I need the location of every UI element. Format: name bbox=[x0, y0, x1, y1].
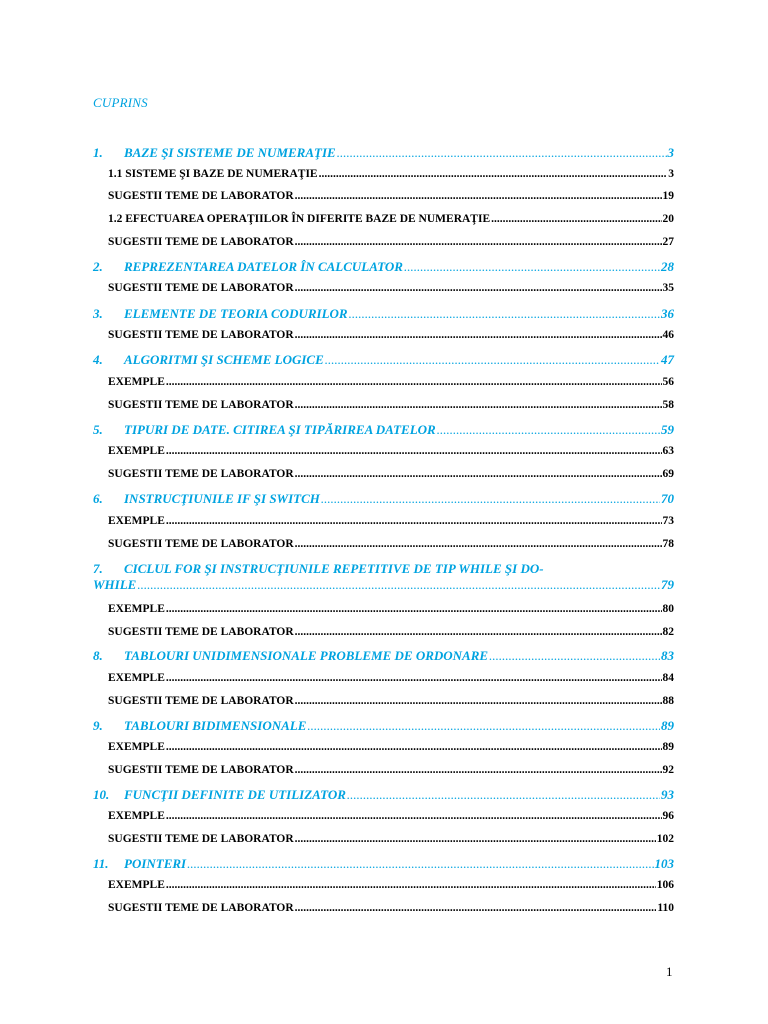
toc-entry-page: 102 bbox=[656, 833, 674, 845]
toc-entry-number: 2. bbox=[93, 259, 103, 274]
dot-leader bbox=[491, 213, 661, 225]
toc-entry-page: 27 bbox=[662, 236, 674, 248]
toc-section-entry[interactable] bbox=[93, 879, 674, 891]
dot-leader bbox=[321, 491, 660, 507]
toc-section-entry[interactable] bbox=[93, 672, 674, 684]
dot-leader bbox=[166, 603, 662, 615]
toc-entry-title: 1.1 SISTEME ŞI BAZE DE NUMERAŢIE bbox=[108, 168, 318, 180]
toc-chapter-entry[interactable] bbox=[93, 856, 674, 872]
toc-entry-title: SUGESTII TEME DE LABORATOR bbox=[108, 902, 294, 914]
toc-section-entry[interactable] bbox=[93, 695, 674, 707]
toc-entry-page: 79 bbox=[661, 577, 674, 592]
toc-entry-title: 1.2 EFECTUAREA OPERAŢIILOR ÎN DIFERITE BAZE DE NUMERAŢIE bbox=[108, 213, 491, 225]
toc-section-entry[interactable] bbox=[93, 538, 674, 550]
toc-entry-page: 92 bbox=[662, 764, 674, 776]
toc-chapter-entry[interactable] bbox=[93, 259, 674, 275]
toc-entry-number: 5. bbox=[93, 422, 103, 437]
toc-entry-title: SUGESTII TEME DE LABORATOR bbox=[108, 329, 294, 341]
dot-leader bbox=[166, 445, 662, 457]
toc-entry-title: TABLOURI UNIDIMENSIONALE PROBLEME DE ORDONARE bbox=[124, 648, 489, 663]
dot-leader bbox=[295, 468, 662, 480]
toc-entry-page: 80 bbox=[662, 603, 674, 615]
toc-chapter-entry[interactable] bbox=[93, 145, 674, 161]
toc-section-entry[interactable] bbox=[93, 329, 674, 341]
toc-section-entry[interactable] bbox=[93, 626, 674, 638]
dot-leader bbox=[166, 376, 662, 388]
toc-entry-page: 96 bbox=[662, 810, 674, 822]
dot-leader bbox=[319, 168, 668, 180]
toc-chapter-entry[interactable] bbox=[93, 561, 674, 577]
toc-entry-page: 78 bbox=[662, 538, 674, 550]
toc-entry-page: 19 bbox=[662, 190, 674, 202]
toc-chapter-entry[interactable] bbox=[93, 787, 674, 803]
toc-section-entry[interactable] bbox=[93, 833, 674, 845]
dot-leader bbox=[337, 145, 667, 161]
dot-leader bbox=[166, 741, 662, 753]
dot-leader bbox=[295, 902, 657, 914]
dot-leader bbox=[137, 577, 660, 593]
toc-entry-page: 3 bbox=[667, 145, 674, 160]
toc-chapter-entry[interactable] bbox=[93, 306, 674, 322]
dot-leader bbox=[307, 718, 660, 734]
dot-leader bbox=[295, 236, 662, 248]
toc-entry-number: 3. bbox=[93, 306, 103, 321]
toc-entry-title: EXEMPLE bbox=[108, 741, 165, 753]
toc-entry-page: 89 bbox=[662, 741, 674, 753]
toc-entry-title: SUGESTII TEME DE LABORATOR bbox=[108, 764, 294, 776]
toc-entry-page: 93 bbox=[661, 787, 674, 802]
toc-entry-title: EXEMPLE bbox=[108, 376, 165, 388]
toc-entry-title: SUGESTII TEME DE LABORATOR bbox=[108, 626, 294, 638]
toc-entry-title: SUGESTII TEME DE LABORATOR bbox=[108, 190, 294, 202]
dot-leader bbox=[295, 626, 662, 638]
toc-entry-number: 1. bbox=[93, 145, 103, 160]
toc-section-entry[interactable] bbox=[93, 515, 674, 527]
toc-entry-title: POINTERI bbox=[124, 856, 187, 871]
toc-section-entry[interactable] bbox=[93, 376, 674, 388]
toc-entry-page: 35 bbox=[662, 282, 674, 294]
toc-section-entry[interactable] bbox=[93, 213, 674, 225]
toc-entry-page: 63 bbox=[662, 445, 674, 457]
toc-entry-page: 70 bbox=[661, 491, 674, 506]
toc-entry-title: REPREZENTAREA DATELOR ÎN CALCULATOR bbox=[124, 259, 403, 274]
toc-entry-title: CICLUL FOR ŞI INSTRUCŢIUNILE REPETITIVE DE TIP WHILE ŞI DO- bbox=[124, 561, 544, 576]
dot-leader bbox=[187, 856, 653, 872]
toc-entry-page: 106 bbox=[656, 879, 674, 891]
toc-entry-page: 84 bbox=[662, 672, 674, 684]
toc-entry-page: 56 bbox=[662, 376, 674, 388]
dot-leader bbox=[325, 352, 660, 368]
toc-entry-title: EXEMPLE bbox=[108, 672, 165, 684]
toc-chapter-entry[interactable] bbox=[93, 422, 674, 438]
toc-entry-title: FUNCŢII DEFINITE DE UTILIZATOR bbox=[124, 787, 346, 802]
toc-entry-page: 103 bbox=[654, 856, 674, 871]
toc-section-entry[interactable] bbox=[93, 399, 674, 411]
toc-chapter-entry[interactable] bbox=[93, 648, 674, 664]
toc-entry-page: 3 bbox=[668, 168, 674, 180]
dot-leader bbox=[437, 422, 660, 438]
toc-entry-title: SUGESTII TEME DE LABORATOR bbox=[108, 282, 294, 294]
toc-entry-page: 59 bbox=[661, 422, 674, 437]
toc-entry-number: 10. bbox=[93, 787, 110, 802]
toc-entry-page: 110 bbox=[657, 902, 674, 914]
toc-section-entry[interactable] bbox=[93, 468, 674, 480]
toc-entry-title: SUGESTII TEME DE LABORATOR bbox=[108, 468, 294, 480]
toc-entry-title: SUGESTII TEME DE LABORATOR bbox=[108, 695, 294, 707]
toc-entry-page: 36 bbox=[661, 306, 674, 321]
toc-section-entry[interactable] bbox=[93, 810, 674, 822]
toc-entry-title: SUGESTII TEME DE LABORATOR bbox=[108, 399, 294, 411]
toc-entry-title: BAZE ŞI SISTEME DE NUMERAŢIE bbox=[124, 145, 336, 160]
toc-entry-page: 69 bbox=[662, 468, 674, 480]
toc-chapter-entry[interactable] bbox=[93, 352, 674, 368]
toc-section-entry[interactable] bbox=[93, 282, 674, 294]
toc-entry-page: 20 bbox=[662, 213, 674, 225]
toc-entry-number: 8. bbox=[93, 648, 103, 663]
toc-section-entry[interactable] bbox=[93, 764, 674, 776]
dot-leader bbox=[295, 282, 662, 294]
toc-entry-page: 88 bbox=[662, 695, 674, 707]
dot-leader bbox=[295, 190, 662, 202]
toc-entry-page: 82 bbox=[662, 626, 674, 638]
dot-leader bbox=[404, 259, 660, 275]
toc-entry-title: EXEMPLE bbox=[108, 603, 165, 615]
dot-leader bbox=[295, 329, 662, 341]
toc-entry-title: EXEMPLE bbox=[108, 515, 165, 527]
toc-entry-page: 46 bbox=[662, 329, 674, 341]
toc-entry-title: TIPURI DE DATE. CITIREA ŞI TIPĂRIREA DATELOR bbox=[124, 422, 436, 437]
toc-entry-title: ALGORITMI ŞI SCHEME LOGICE bbox=[124, 352, 324, 367]
toc-entry-page: 47 bbox=[661, 352, 674, 367]
dot-leader bbox=[295, 833, 656, 845]
toc-entry-title: EXEMPLE bbox=[108, 810, 165, 822]
toc-entry-title-continued: WHILE bbox=[93, 577, 137, 592]
dot-leader bbox=[295, 399, 662, 411]
toc-entry-title: SUGESTII TEME DE LABORATOR bbox=[108, 833, 294, 845]
dot-leader bbox=[166, 879, 656, 891]
toc-entry-page: 83 bbox=[661, 648, 674, 663]
dot-leader bbox=[295, 695, 662, 707]
toc-entry-title: SUGESTII TEME DE LABORATOR bbox=[108, 538, 294, 550]
dot-leader bbox=[349, 306, 660, 322]
toc-entry-number: 9. bbox=[93, 718, 103, 733]
toc-chapter-entry[interactable] bbox=[93, 718, 674, 734]
toc-section-entry[interactable] bbox=[93, 190, 674, 202]
toc-section-entry[interactable] bbox=[93, 741, 674, 753]
toc-section-entry[interactable] bbox=[93, 902, 674, 914]
dot-leader bbox=[295, 538, 662, 550]
toc-entry-title: ELEMENTE DE TEORIA CODURILOR bbox=[124, 306, 348, 321]
dot-leader bbox=[489, 648, 660, 664]
toc-entry-number: 6. bbox=[93, 491, 103, 506]
toc-entry-title: EXEMPLE bbox=[108, 445, 165, 457]
toc-entry-title: EXEMPLE bbox=[108, 879, 165, 891]
toc-section-entry[interactable] bbox=[93, 236, 674, 248]
toc-entry-page: 28 bbox=[661, 259, 674, 274]
toc-chapter-entry-continuation[interactable] bbox=[93, 577, 674, 593]
page-number: 1 bbox=[666, 964, 673, 979]
toc-section-entry[interactable] bbox=[93, 603, 674, 615]
toc-heading: CUPRINS bbox=[93, 95, 148, 110]
dot-leader bbox=[166, 672, 662, 684]
toc-entry-number: 4. bbox=[93, 352, 103, 367]
toc-entry-page: 89 bbox=[661, 718, 674, 733]
toc-section-entry[interactable] bbox=[93, 168, 674, 180]
toc-chapter-entry[interactable] bbox=[93, 491, 674, 507]
dot-leader bbox=[166, 515, 662, 527]
toc-entry-number: 7. bbox=[93, 561, 103, 576]
toc-section-entry[interactable] bbox=[93, 445, 674, 457]
toc-entry-page: 58 bbox=[662, 399, 674, 411]
toc-entry-title: INSTRUCŢIUNILE IF ŞI SWITCH bbox=[124, 491, 320, 506]
dot-leader bbox=[347, 787, 660, 803]
toc-entry-title: SUGESTII TEME DE LABORATOR bbox=[108, 236, 294, 248]
dot-leader bbox=[295, 764, 662, 776]
toc-entry-page: 73 bbox=[662, 515, 674, 527]
dot-leader bbox=[166, 810, 662, 822]
toc-entry-title: TABLOURI BIDIMENSIONALE bbox=[124, 718, 307, 733]
toc-entry-number: 11. bbox=[93, 856, 109, 871]
